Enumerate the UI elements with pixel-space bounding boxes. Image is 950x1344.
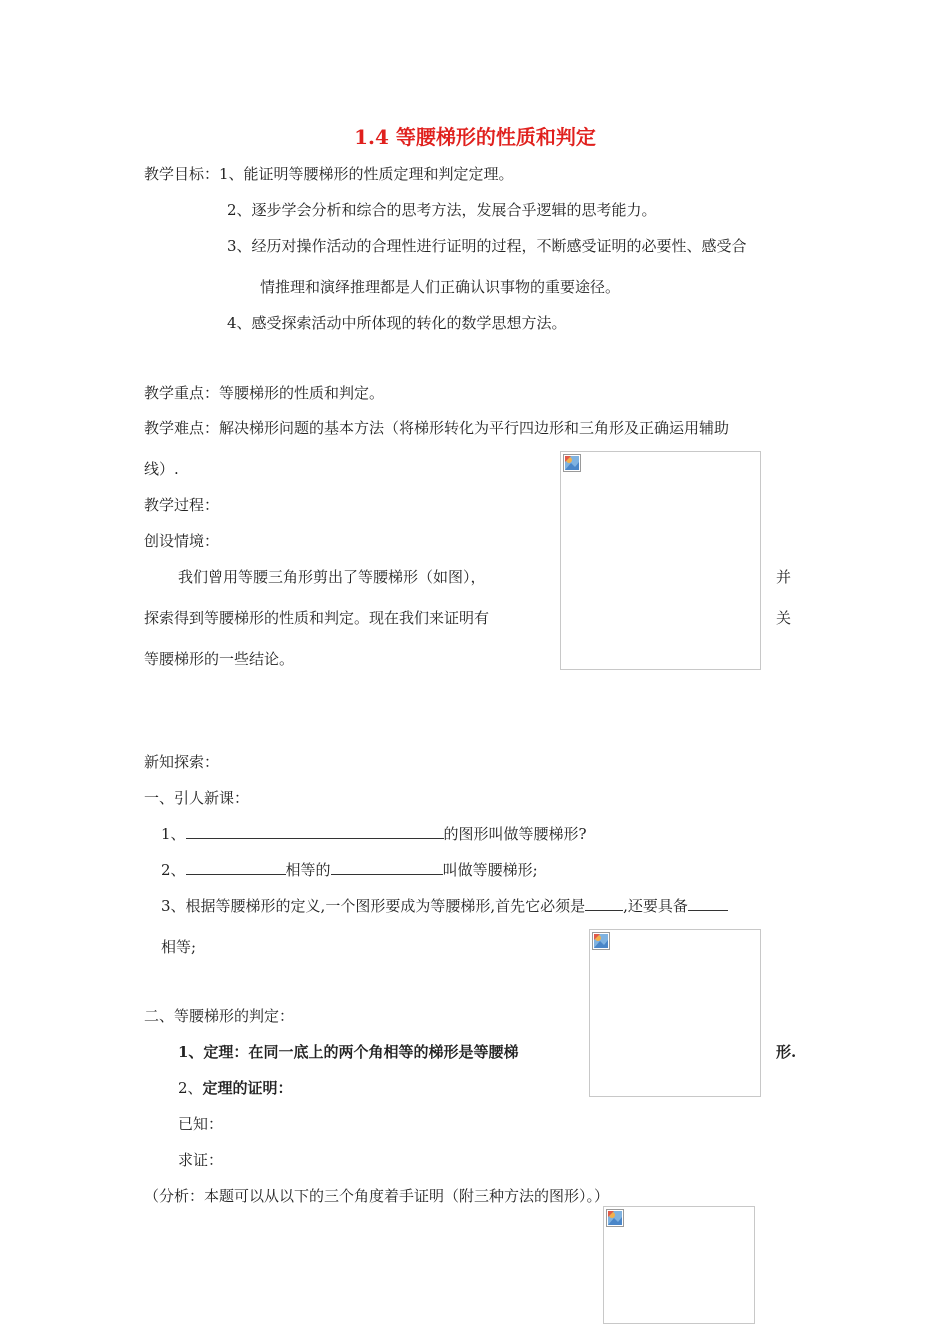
question-2-mid: 相等的	[285, 861, 331, 879]
broken-image-icon	[606, 1209, 624, 1227]
objective-item-2: 2、逐步学会分析和综合的思考方法，发展合乎逻辑的思考能力。	[227, 201, 657, 219]
question-1-number: 1、	[161, 825, 186, 843]
key-points: 教学重点：等腰梯形的性质和判定。	[144, 384, 385, 402]
question-3	[161, 896, 728, 916]
blank-3a	[585, 896, 623, 911]
process-label: 教学过程：	[144, 496, 220, 514]
question-2-number: 2、	[161, 861, 186, 879]
objective-item-3-line-1: 3、经历对操作活动的合理性进行证明的过程，不断感受证明的必要性、感受合	[227, 237, 747, 255]
scenario-line-3: 等腰梯形的一些结论。	[144, 650, 295, 668]
scenario-line-2-tail: 关	[776, 609, 792, 627]
question-1	[161, 824, 587, 844]
difficulty-line-2: 线）.	[144, 460, 179, 478]
prove-label: 求证：	[178, 1151, 224, 1169]
question-1-text: 的图形叫做等腰梯形?	[443, 825, 587, 843]
theorem-statement-tail: 形.	[776, 1043, 797, 1061]
question-2-text: 叫做等腰梯形;	[442, 861, 538, 879]
blank-2a	[186, 860, 286, 875]
blank-1	[186, 824, 444, 839]
analysis-note: （分析：本题可以从以下的三个角度着手证明（附三种方法的图形）。）	[144, 1187, 610, 1205]
broken-image-icon	[592, 932, 610, 950]
objectives-line-1	[144, 164, 514, 184]
figure-placeholder-3	[603, 1206, 755, 1324]
question-3-line-2: 相等;	[161, 938, 197, 956]
figure-placeholder-1	[560, 451, 761, 670]
difficulty-line-1: 教学难点：解决梯形问题的基本方法（将梯形转化为平行四边形和三角形及正确运用辅助	[144, 419, 730, 437]
given-label: 已知：	[178, 1115, 224, 1133]
proof-label: 定理的证明：	[202, 1079, 293, 1097]
objectives-label: 教学目标：	[144, 165, 220, 183]
page-title: 1.4 等腰梯形的性质和判定	[354, 125, 596, 149]
proof-number: 2、	[178, 1079, 203, 1097]
blank-2b	[331, 860, 443, 875]
question-2	[161, 860, 538, 880]
scenario-label: 创设情境：	[144, 532, 220, 550]
question-3-mid: ,还要具备	[623, 897, 688, 915]
proof-heading	[178, 1078, 293, 1098]
section-1-heading: 一、引人新课：	[144, 789, 250, 807]
scenario-line-1-tail: 并	[776, 568, 792, 586]
scenario-line-1: 我们曾用等腰三角形剪出了等腰梯形（如图），	[178, 568, 486, 586]
objective-item-4: 4、感受探索活动中所体现的转化的数学思想方法。	[227, 314, 567, 332]
explore-label: 新知探索：	[144, 753, 220, 771]
objective-item-1: 1、能证明等腰梯形的性质定理和判定定理。	[219, 165, 514, 183]
theorem-statement: 1、定理：在同一底上的两个角相等的梯形是等腰梯	[178, 1043, 519, 1061]
objective-item-3-line-2: 情推理和演绎推理都是人们正确认识事物的重要途径。	[260, 278, 621, 296]
question-3-text: 3、根据等腰梯形的定义,一个图形要成为等腰梯形,首先它必须是	[161, 897, 586, 915]
broken-image-icon	[563, 454, 581, 472]
figure-placeholder-2	[589, 929, 761, 1097]
scenario-line-2: 探索得到等腰梯形的性质和判定。现在我们来证明有	[144, 609, 490, 627]
blank-3b	[688, 896, 728, 911]
section-2-heading: 二、等腰梯形的判定：	[144, 1007, 295, 1025]
